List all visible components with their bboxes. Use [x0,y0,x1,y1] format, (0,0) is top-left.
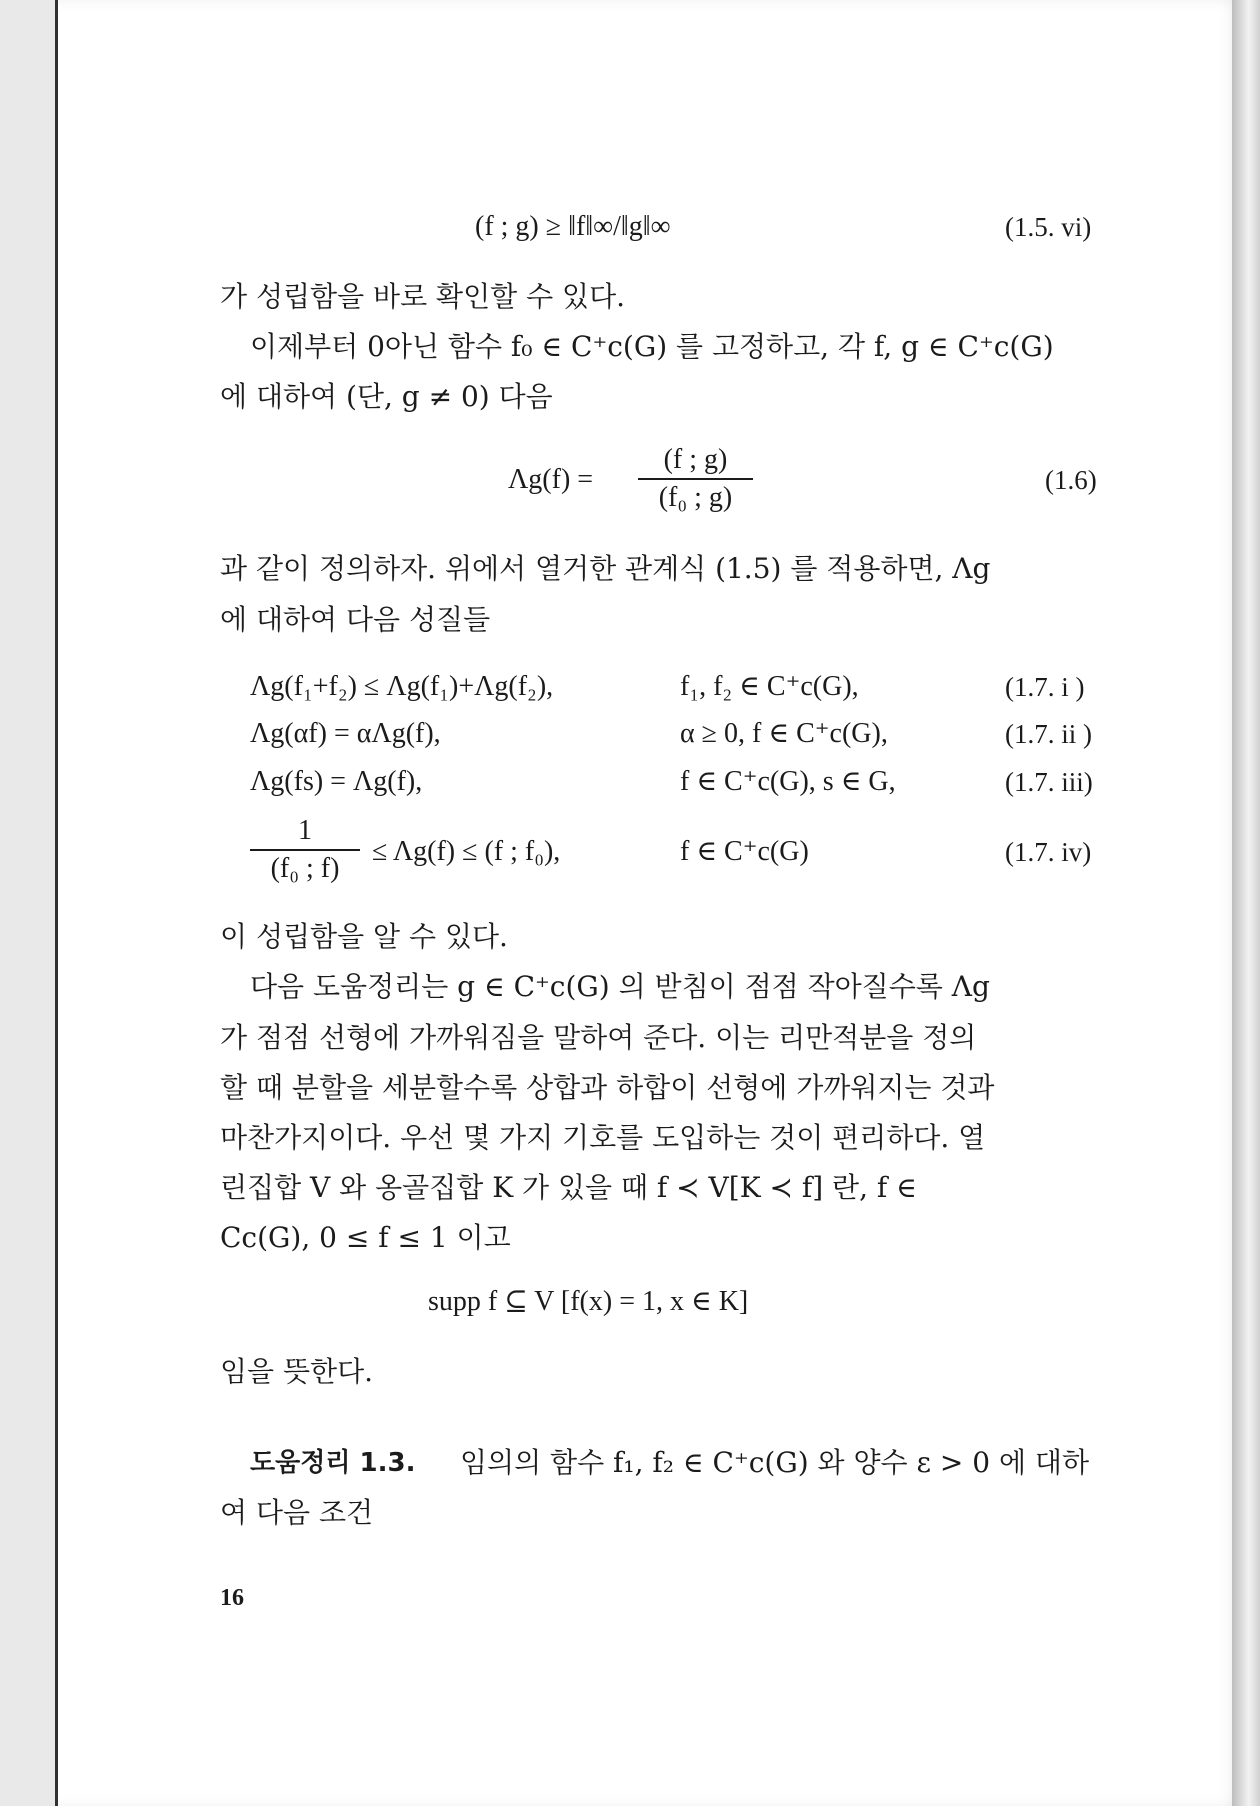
text-line: 임의의 함수 f₁, f₂ ∈ C⁺c(G) 와 양수 ε > 0 에 대하 [460,1446,1090,1479]
equation-1-6-fraction [638,444,753,514]
text-line: 과 같이 정의하자. 위에서 열거한 관계식 (1.5) 를 적용하면, Λg [220,552,991,585]
equation-1-7-iv-fraction [250,815,360,885]
page-number: 16 [220,1585,244,1611]
equation-1-7-i-condition: f₁, f₂ ∈ C⁺c(G), [680,671,859,702]
fraction-bar [638,478,753,480]
equation-1-6-lhs: Λg(f) = [508,464,594,495]
equation-number-1-5-vi: (1.5. vi) [1005,212,1092,242]
text-line: 에 대하여 (단, g ≠ 0) 다음 [220,380,553,413]
text-line: 린집합 V 와 옹골집합 K 가 있을 때 f ≺ V[K ≺ f] 란, f ∈ [220,1171,917,1204]
fraction-bar [250,849,360,851]
text-line: 가 점점 선형에 가까워짐을 말하여 준다. 이는 리만적분을 정의 [220,1021,977,1054]
text-line: 다음 도움정리는 g ∈ C⁺c(G) 의 받침이 점점 작아질수록 Λg [250,970,990,1003]
text-line: 마찬가지이다. 우선 몇 가지 기호를 도입하는 것이 편리하다. 열 [220,1121,986,1154]
fraction-numerator: 1 [298,815,312,846]
text-line: 에 대하여 다음 성질들 [220,603,491,636]
equation-1-7-iv: ≤ Λg(f) ≤ (f ; f₀), [372,836,561,867]
text-line: 할 때 분할을 세분할수록 상합과 하합이 선형에 가까워지는 것과 [220,1071,995,1104]
equation-1-7-ii-condition: α ≥ 0, f ∈ C⁺c(G), [680,718,888,749]
fraction-numerator: (f ; g) [663,444,728,475]
equation-number-1-7-ii: (1.7. ii ) [1005,719,1092,749]
equation-1-7-ii: Λg(αf) = αΛg(f), [250,718,441,749]
equation-number-1-7-iii: (1.7. iii) [1005,767,1093,797]
fraction-denominator: (f₀ ; f) [270,853,340,884]
text-line: 이 성립함을 알 수 있다. [220,920,508,953]
text-line: 가 성립함을 바로 확인할 수 있다. [220,280,626,313]
equation-support-condition: supp f ⊆ V [f(x) = 1, x ∈ K] [428,1286,749,1317]
text-line: 여 다음 조건 [220,1496,374,1529]
equation-1-7-iii: Λg(fs) = Λg(f), [250,766,423,797]
lemma-heading: 도움정리 1.3. [250,1448,416,1478]
equation-1-7-iv-condition: f ∈ C⁺c(G) [680,836,809,867]
text-line: 임을 뜻한다. [220,1355,374,1388]
book-spine-edge [1232,0,1260,1806]
equation-number-1-7-iv: (1.7. iv) [1005,837,1092,867]
equation-1-7-iii-condition: f ∈ C⁺c(G), s ∈ G, [680,766,896,797]
book-page [55,0,1248,1806]
equation-number-1-6: (1.6) [1045,465,1097,495]
equation-1-7-i: Λg(f₁+f₂) ≤ Λg(f₁)+Λg(f₂), [250,671,554,702]
text-line: Cc(G), 0 ≤ f ≤ 1 이고 [220,1221,511,1254]
text-line: 이제부터 0아닌 함수 f₀ ∈ C⁺c(G) 를 고정하고, 각 f, g ∈ C⁺c(G) [250,330,1054,363]
fraction-denominator: (f₀ ; g) [658,482,733,513]
equation-number-1-7-i: (1.7. i ) [1005,672,1085,702]
equation-1-5-vi: (f ; g) ≥ ‖f‖∞/‖g‖∞ [475,211,671,242]
